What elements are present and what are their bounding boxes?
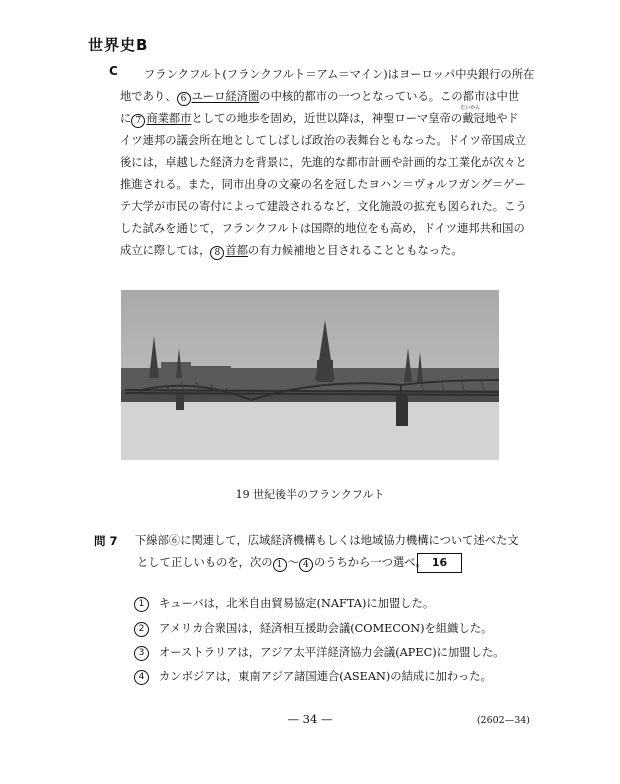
- choice-text: オーストラリアは，アジア太平洋経済協力会議(APEC)に加盟した。: [159, 646, 505, 659]
- underline-marker-6: 6: [177, 92, 191, 106]
- passage-label: C: [109, 64, 118, 78]
- underlined-term-8: 首都: [225, 244, 248, 257]
- question-label: 問 7: [94, 534, 118, 548]
- choice-range-end: 4: [299, 558, 313, 572]
- frankfurt-photo: [121, 290, 499, 460]
- bridge-pier: [396, 394, 408, 426]
- bridge-pier: [176, 394, 184, 410]
- choice-text: キューバは，北米自由貿易協定(NAFTA)に加盟した。: [159, 597, 435, 610]
- passage-line: 成立に際しては， 8 首都の有力候補地と目されることともなった。: [120, 244, 463, 258]
- passage-line: イツ連邦の議会所在地としてしばしば政治の表舞台ともなった。ドイツ帝国成立: [120, 134, 527, 147]
- underlined-term-6: ユーロ経済圏: [191, 90, 260, 103]
- page-code: (2602—34): [476, 715, 530, 726]
- choice-3[interactable]: [134, 643, 504, 663]
- choice-4[interactable]: [134, 667, 492, 687]
- choice-text: アメリカ合衆国は，経済相互援助会議(COMECON)を組織した。: [159, 622, 493, 635]
- passage: [109, 64, 540, 262]
- question-line: 下線部⑥に関連して，広域経済機構もしくは地域協力機構について述べた文: [135, 534, 519, 547]
- choice-1[interactable]: [134, 594, 434, 614]
- passage-line: 後には，卓越した経済力を背景に，先進的な都市計画や計画的な工業化が次々と: [120, 156, 527, 169]
- ruby-word: たいかん 戴冠: [460, 105, 485, 125]
- choice-number: 2: [134, 622, 149, 637]
- question-line: として正しいものを，次の 1 ～ 4 のうちから一つ選べ。: [137, 556, 427, 570]
- underlined-term-7: 商業都市: [146, 112, 192, 125]
- passage-line: 推進される。また，同市出身の文豪の名を冠したヨハン＝ヴォルフガング＝ゲー: [120, 178, 526, 191]
- choice-range-start: 1: [273, 558, 287, 572]
- ruby-reading: たいかん: [460, 105, 481, 111]
- choice-number: 3: [134, 646, 149, 661]
- passage-line: フランクフルト(フランクフルト＝アム＝マイン)はヨーロッパ中央銀行の所在: [144, 68, 535, 81]
- choice-2[interactable]: [134, 619, 492, 639]
- passage-line: に 7 商業都市としての地歩を固め，近世以降は，神聖ローマ皇帝の たいかん 戴冠地やド: [120, 105, 519, 126]
- passage-line: テ大学が市民の寄付によって建設されるなど，文化施設の拡充も図られた。こう: [120, 200, 527, 213]
- passage-line: 地であり、 6 ユーロ経済圏の中核的都市の一つとなっている。この都市は中世: [120, 90, 520, 104]
- choice-text: カンボジアは，東南アジア諸国連合(ASEAN)の結成に加わった。: [159, 670, 492, 683]
- passage-line: した試みを通じて，フランクフルトは国際的地位をも高め，ドイツ連邦共和国の: [120, 222, 525, 235]
- frankfurt-bridge-illustration: [121, 290, 499, 460]
- page-number: — 34 —: [287, 712, 333, 726]
- subject-title: 世界史B: [88, 36, 149, 54]
- choice-number: 1: [134, 597, 149, 612]
- underline-marker-7: 7: [131, 114, 145, 128]
- river: [121, 402, 499, 460]
- answer-box[interactable]: 16: [417, 553, 462, 573]
- underline-marker-8: 8: [210, 246, 224, 260]
- choice-number: 4: [134, 670, 149, 685]
- figure-caption: 19 世紀後半のフランクフルト: [235, 488, 385, 501]
